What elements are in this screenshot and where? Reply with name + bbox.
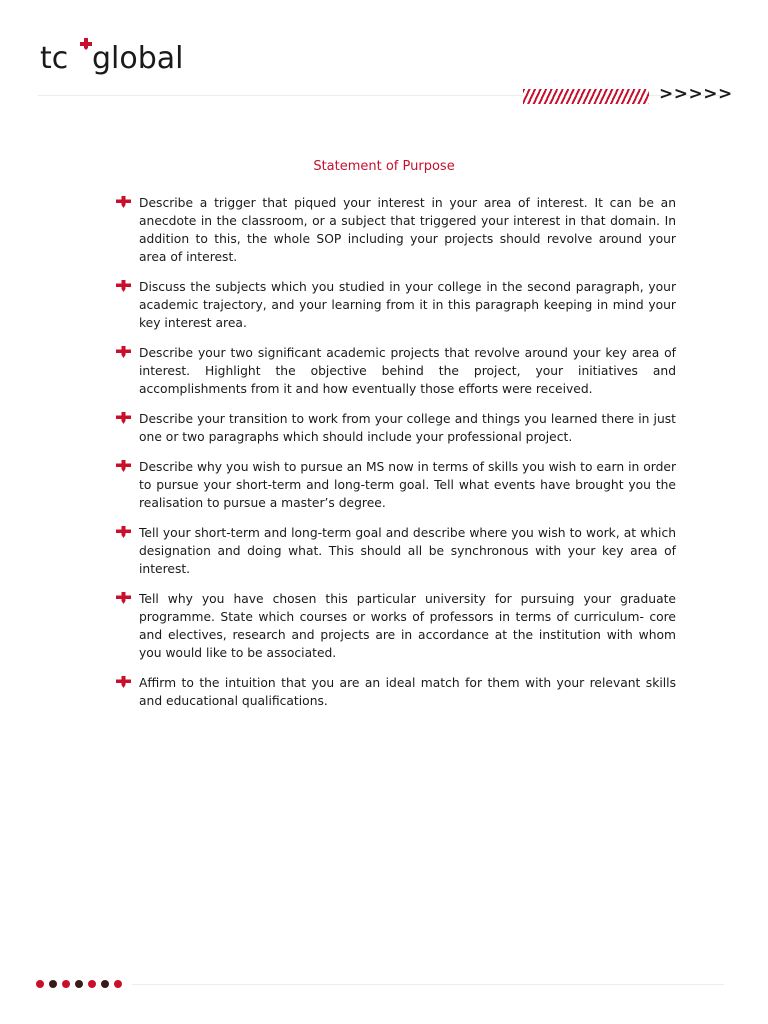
red-cross-icon [116,592,131,604]
footer-dot [36,980,44,988]
footer-divider [132,984,724,985]
red-cross-icon [116,412,131,424]
hatched-stripe-decoration [523,89,649,104]
list-item [116,278,676,332]
red-cross-icon [116,460,131,472]
footer-dot [75,980,83,988]
tcglobal-logo [40,34,200,80]
list-item-text: Affirm to the intuition that you are an ideal match for them with your relevant skills and educational qualifications. [139,676,676,708]
red-cross-icon [116,196,131,208]
red-cross-icon [116,280,131,292]
list-item-text: Describe why you wish to pursue an MS now in terms of skills you wish to earn in order to pursue your short-term and long-term goal. Tell what events have brought you the realisation to pursue a master’s degree. [139,460,676,510]
red-cross-icon [116,346,131,358]
list-item [116,410,676,446]
list-item [116,524,676,578]
logo-cross-icon [80,38,92,50]
red-cross-icon [116,526,131,538]
footer-dot [101,980,109,988]
red-cross-icon [116,676,131,688]
footer-dots-decoration [36,980,122,988]
guideline-list [116,194,676,722]
list-item-text: Tell why you have chosen this particular university for pursuing your graduate programme. State which courses or works of professors in terms of curriculum- core and electives, research and projects are in accordance at the institution with whom you would like to be associated. [139,592,676,660]
logo-text-global: global [92,41,184,76]
footer-dot [88,980,96,988]
logo-text-tc: tc [40,41,69,76]
footer-dot [49,980,57,988]
list-item-text: Describe a trigger that piqued your interest in your area of interest. It can be an anecdote in the classroom, or a subject that triggered your interest in that domain. In addition to this, the whole SOP including your projects should revolve around your area of interest. [139,196,676,264]
list-item [116,590,676,662]
footer-dot [62,980,70,988]
list-item [116,674,676,710]
footer-dot [114,980,122,988]
list-item [116,344,676,398]
list-item-text: Tell your short-term and long-term goal and describe where you wish to work, at which designation and doing what. This should all be synchronous with your key area of interest. [139,526,676,576]
list-item [116,194,676,266]
list-item-text: Describe your transition to work from your college and things you learned there in just one or two paragraphs which should include your professional project. [139,412,676,444]
page-title: Statement of Purpose [313,159,455,174]
chevron-arrows-decoration: >>>>> [659,84,733,104]
list-item-text: Discuss the subjects which you studied in your college in the second paragraph, your academic trajectory, and your learning from it in this paragraph keeping in mind your key interest area. [139,280,676,330]
list-item [116,458,676,512]
list-item-text: Describe your two significant academic projects that revolve around your key area of interest. Highlight the objective behind the project, your initiatives and accomplishments from it and how eventually those efforts were received. [139,346,676,396]
